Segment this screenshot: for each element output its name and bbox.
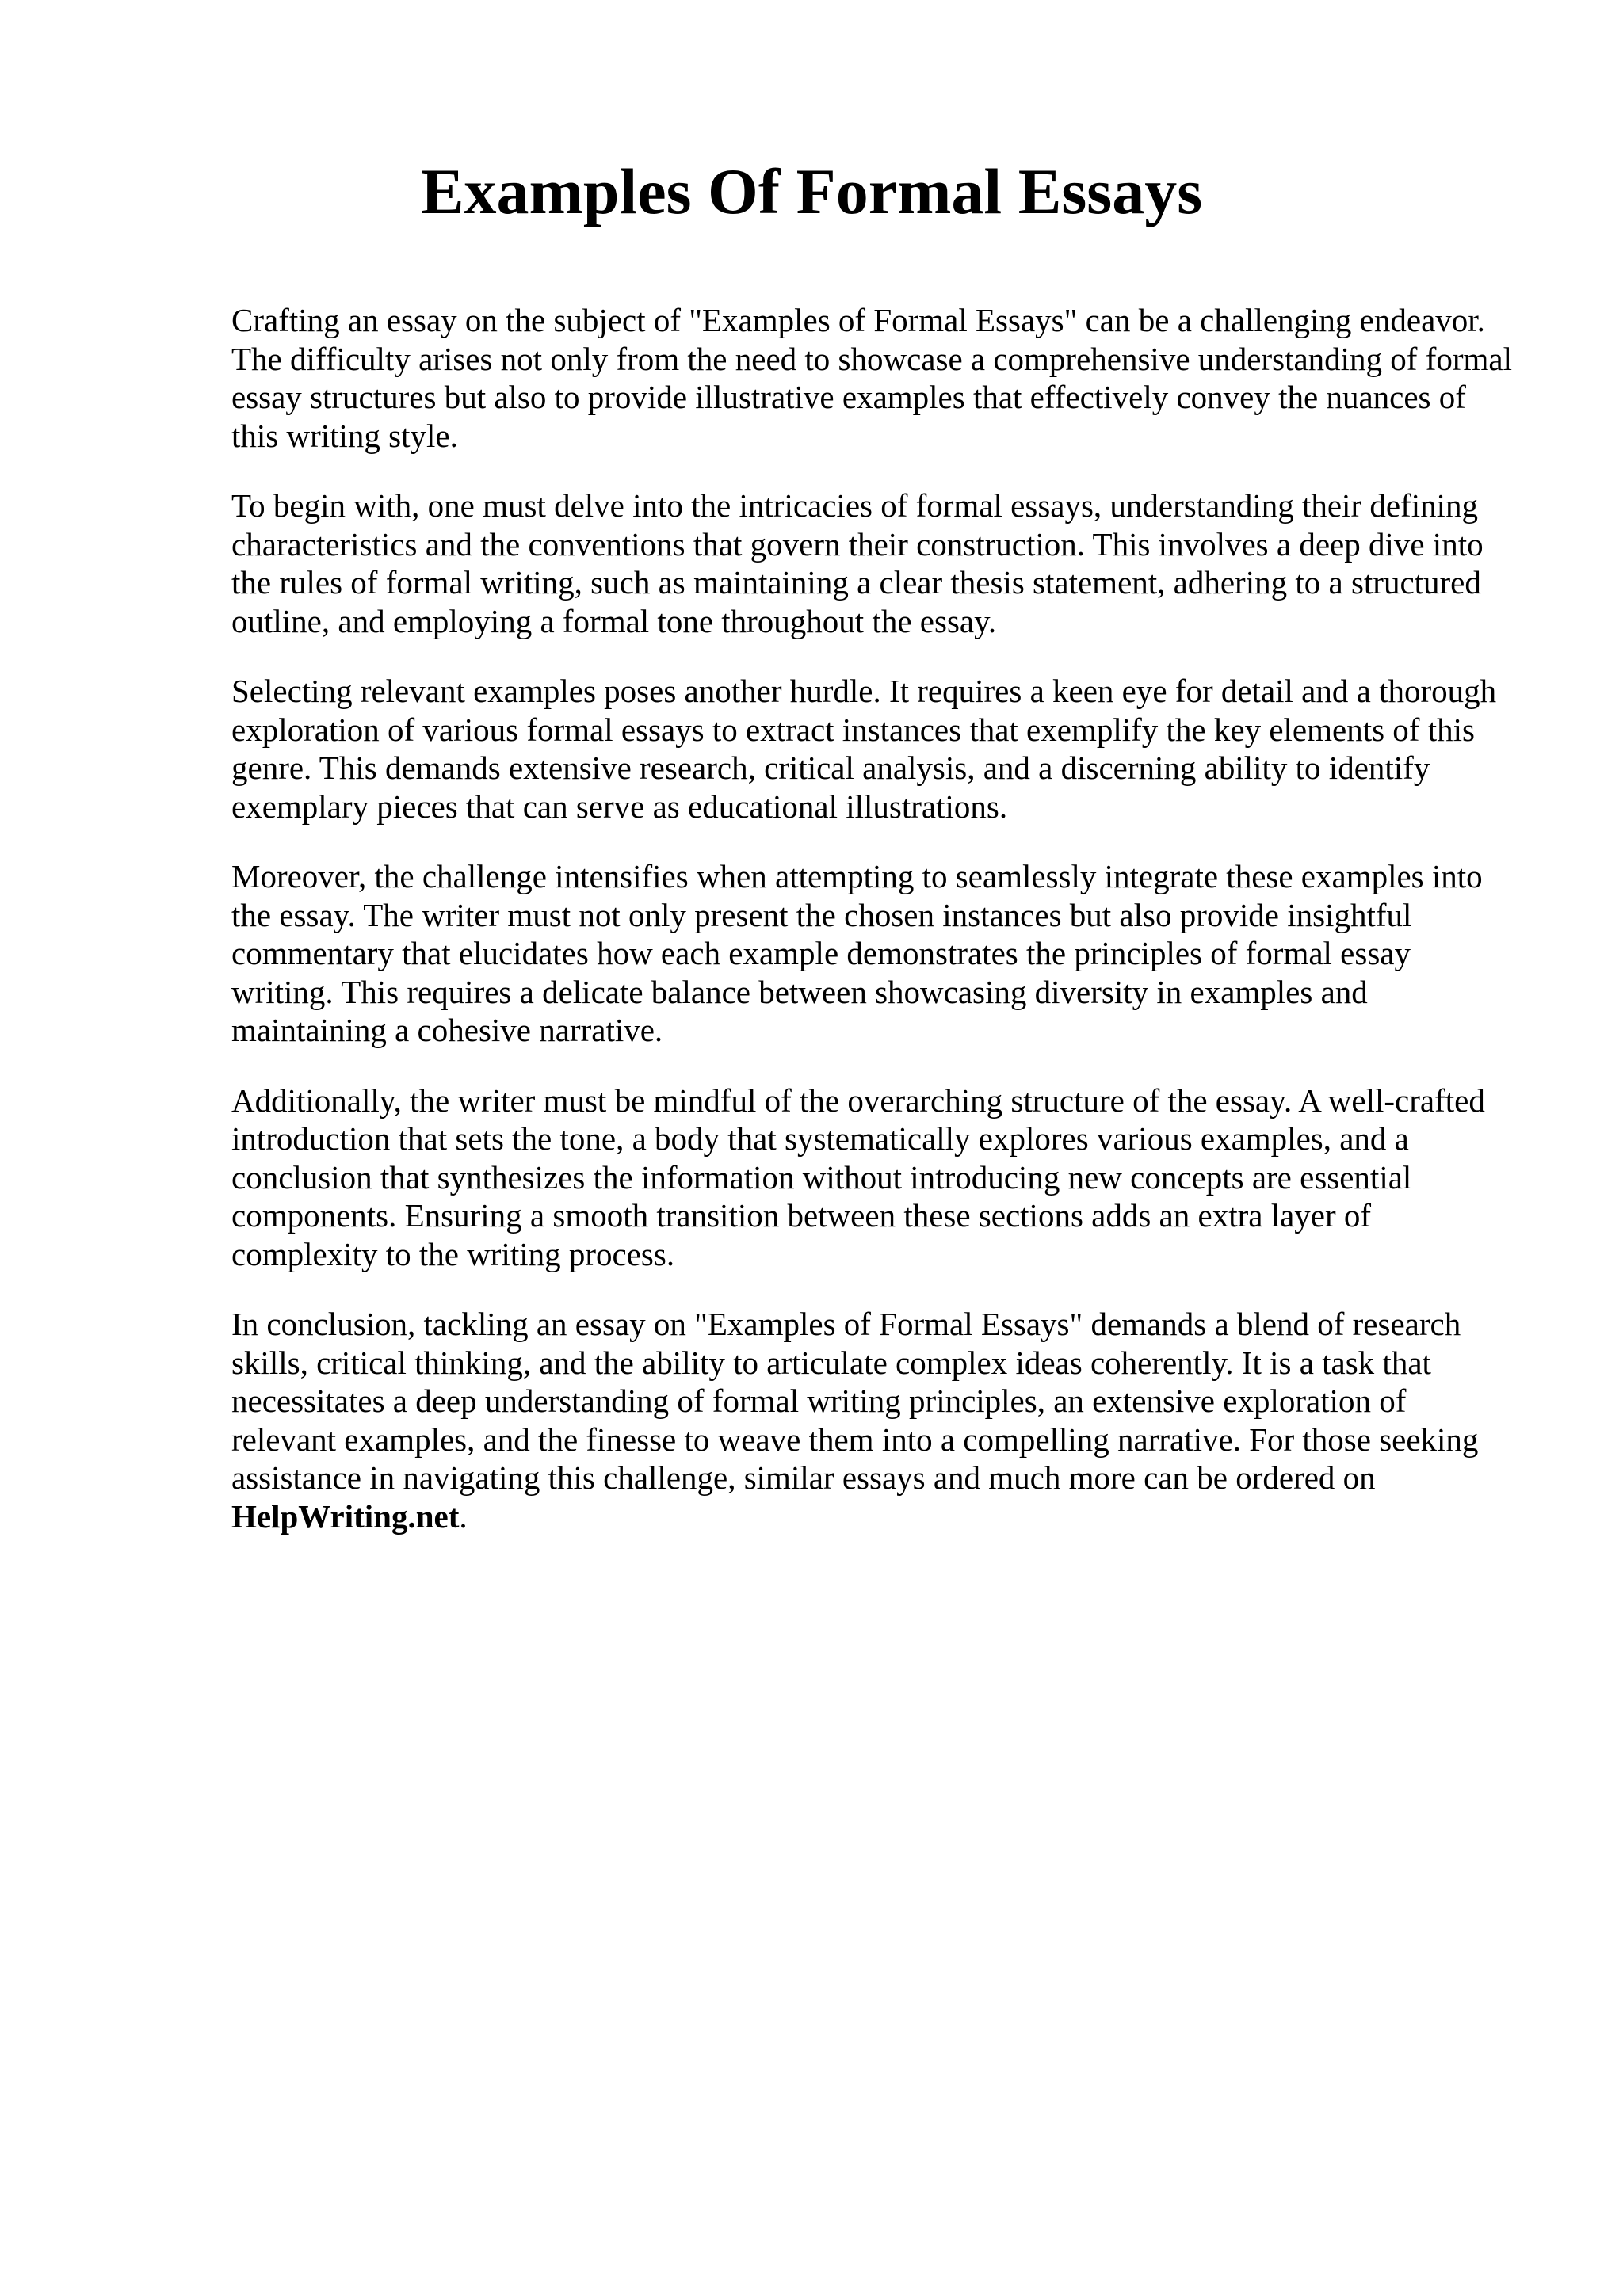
helpwriting-link[interactable]: HelpWriting.net [231,1497,460,1535]
paragraph-integration: Moreover, the challenge intensifies when attempting to seamlessly integrate these examples into the essay. The writer must not only present the chosen instances but also provide insightful commentary that elucidates how each example demonstrates the principles of formal essay writing. This requires a delicate balance between showcasing diversity in examples and maintaining a cohesive narrative. [231,858,1483,1048]
document-body [231,301,1515,1567]
paragraph-conclusion [231,1305,1515,1535]
paragraph-intro: Crafting an essay on the subject of "Examples of Formal Essays" can be a challenging endeavor. The difficulty arises not only from the need to showcase a comprehensive understanding of formal essay structures but also to provide illustrative examples that effectively convey the nuances of this writing style. [231,302,1512,454]
document-title: Examples Of Formal Essays [420,155,1203,227]
paragraph-structure: Additionally, the writer must be mindful of the overarching structure of the essay. A well-crafted introduction that sets the tone, a body that systematically explores various examples, and a conclusion that synthesizes the information without introducing new concepts are essential components. Ensuring a smooth transition between these sections adds an extra layer of complexity to the writing process. [231,1081,1485,1272]
conclusion-period: . [459,1497,468,1535]
paragraph-selecting-examples: Selecting relevant examples poses another hurdle. It requires a keen eye for detail and a thorough exploration of various formal essays to extract instances that exemplify the key elements of this genre. This demands extensive research, critical analysis, and a discerning ability to identify exemplary pieces that can serve as educational illustrations. [231,673,1497,825]
conclusion-text: In conclusion, tackling an essay on "Examples of Formal Essays" demands a blend of research skills, critical thinking, and the ability to articulate complex ideas coherently. It is a task that necessitates a deep understanding of formal writing principles, an extensive exploration of relevant examples, and the finesse to weave them into a compelling narrative. For those seeking assistance in navigating this challenge, similar essays and much more can be ordered on [231,1306,1479,1496]
paragraph-intricacies: To begin with, one must delve into the intricacies of formal essays, understanding their defining characteristics and the conventions that govern their construction. This involves a deep dive into the rules of formal writing, such as maintaining a clear thesis statement, adhering to a structured outline, and employing a formal tone throughout the essay. [231,487,1484,639]
